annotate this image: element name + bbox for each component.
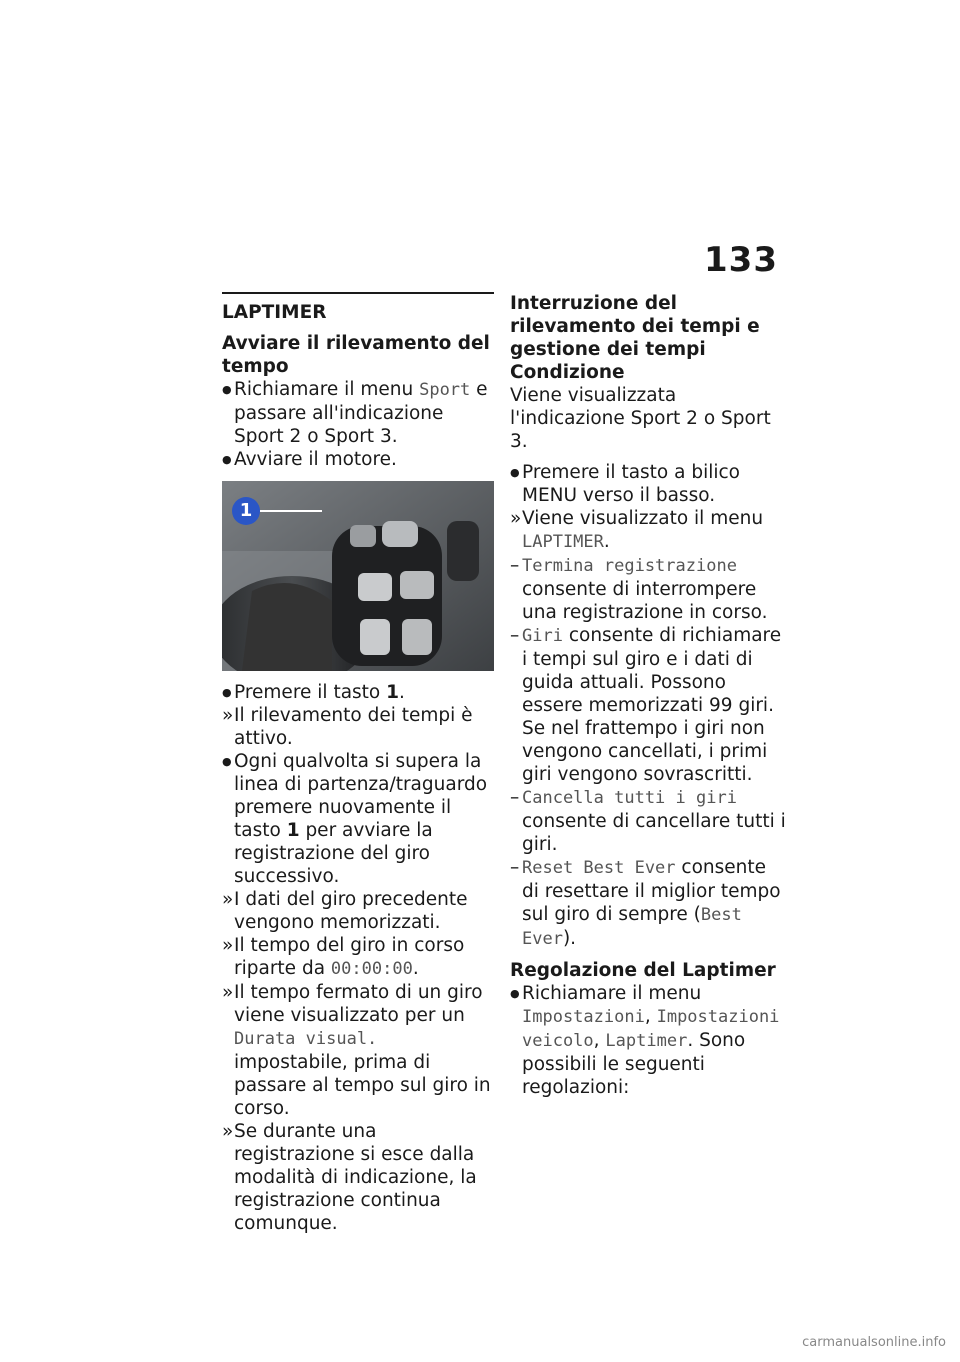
option-text: consente di resettare il miglior tempo sul giro di sempre ( [522,857,781,925]
result-marker: » [222,889,234,910]
step-text: Richiamare il menu [234,379,420,400]
right-column [510,292,786,1099]
option-text: ). [562,928,577,949]
dash-marker: – [510,857,520,878]
step-start-engine [222,448,494,471]
step-text: Premere il tasto a bilico MENU verso il basso. [522,462,740,506]
handlebar-illustration [222,481,494,671]
result-marker: » [222,1121,234,1142]
condition-label: Condizione [510,362,625,383]
option-text: consente di interrompere una registrazione in corso. [522,579,768,623]
step-text: . [399,682,405,703]
step-text: Ogni qualvolta si supera la linea di partenza/traguardo premere nuovamente il tasto [234,751,488,841]
result-stopped-time [222,981,494,1120]
option-name: Reset Best Ever [522,858,676,878]
menu-name: Laptimer [605,1031,688,1051]
step-open-settings [510,982,786,1099]
dash-marker: – [510,787,520,808]
result-text: Il tempo fermato di un giro viene visualizzato per un [234,982,483,1026]
separator: , [644,1006,657,1027]
step-press-rocker [510,461,786,507]
key-ref: 1 [386,682,399,703]
handlebar-switch-photo [222,481,494,671]
menu-name: Sport [419,380,471,400]
setting-name: Durata visual. [234,1029,378,1049]
result-text: Viene visualizzato il menu [522,508,764,529]
time-value: 00:00:00 [330,959,413,979]
bullet-marker: ● [510,466,520,479]
step-press-key [222,681,494,704]
subtitle-start-timing: Avviare il rilevamento del tempo [222,333,490,377]
option-name: Giri [522,626,563,646]
menu-name: LAPTIMER [522,532,604,552]
result-text: Il rilevamento dei tempi è attivo. [234,705,473,749]
result-text: . [603,531,610,552]
step-open-menu [222,378,494,448]
result-menu-shown [510,507,786,554]
dash-marker: – [510,625,520,646]
bullet-marker: ● [222,686,232,699]
menu-name: Impostazioni veicolo [522,1007,780,1051]
step-text: . Sono possibili le seguenti regolazioni: [522,1030,746,1098]
dash-marker: – [510,555,520,576]
result-text: Il tempo del giro in corso riparte da [234,935,465,979]
result-text: impostabile, prima di passare al tempo sul giro in corso. [234,1052,491,1119]
option-name: Cancella tutti i giri [522,788,737,808]
section-title: LAPTIMER [222,302,327,323]
condition-text: Viene visualizzata l'indicazione Sport 2 o Sport 3. [510,385,771,452]
menu-name: Impostazioni [522,1007,645,1027]
option-name: Best Ever [522,905,742,949]
step-text: per avviare la registrazione del giro successivo. [234,820,433,887]
subtitle-laptimer-settings: Regolazione del Laptimer [510,960,776,981]
result-data-stored [222,888,494,934]
step-text: Avviare il motore. [234,449,397,470]
step-text: Premere il tasto [234,682,387,703]
result-time-restart [222,934,494,981]
separator: , [593,1030,606,1051]
option-laps [510,624,786,786]
result-marker: » [222,705,234,726]
option-reset-best [510,856,786,951]
result-text: . [412,958,419,979]
result-leave-mode [222,1120,494,1235]
result-marker: » [222,982,234,1003]
bullet-marker: ● [222,383,232,396]
bullet-marker: ● [222,755,232,768]
result-marker: » [222,935,234,956]
page-number: 133 [704,240,778,280]
bullet-marker: ● [222,453,232,466]
option-name: Termina registrazione [522,556,737,576]
option-end-recording [510,554,786,624]
step-each-lap [222,750,494,888]
option-text: consente di cancellare tutti i giri. [522,811,786,855]
callout-1: 1 [232,497,260,525]
section-rule [222,292,494,294]
option-delete-laps [510,786,786,856]
subtitle-stop-timing: Interruzione del rilevamento dei tempi e gestione dei tempi [510,293,760,360]
step-text: Richiamare il menu [522,983,702,1004]
result-text: I dati del giro precedente vengono memorizzati. [234,889,468,933]
result-text: Se durante una registrazione si esce dalla modalità di indicazione, la registrazione continua comunque. [234,1121,477,1234]
key-ref: 1 [286,820,300,841]
bullet-marker: ● [510,987,520,1000]
left-column [222,292,494,1235]
footer-watermark: carmanualsonline.info [802,1335,946,1350]
option-text: consente di richiamare i tempi sul giro e i dati di guida attuali. Possono essere memorizzati 99 giri. Se nel frattempo i giri non vengono cancellati, i primi giri vengono sovrascritti. [522,625,782,785]
step-text: e passare all'indicazione Sport 2 o Sport 3. [234,379,488,447]
result-timing-active [222,704,494,750]
result-marker: » [510,508,522,529]
